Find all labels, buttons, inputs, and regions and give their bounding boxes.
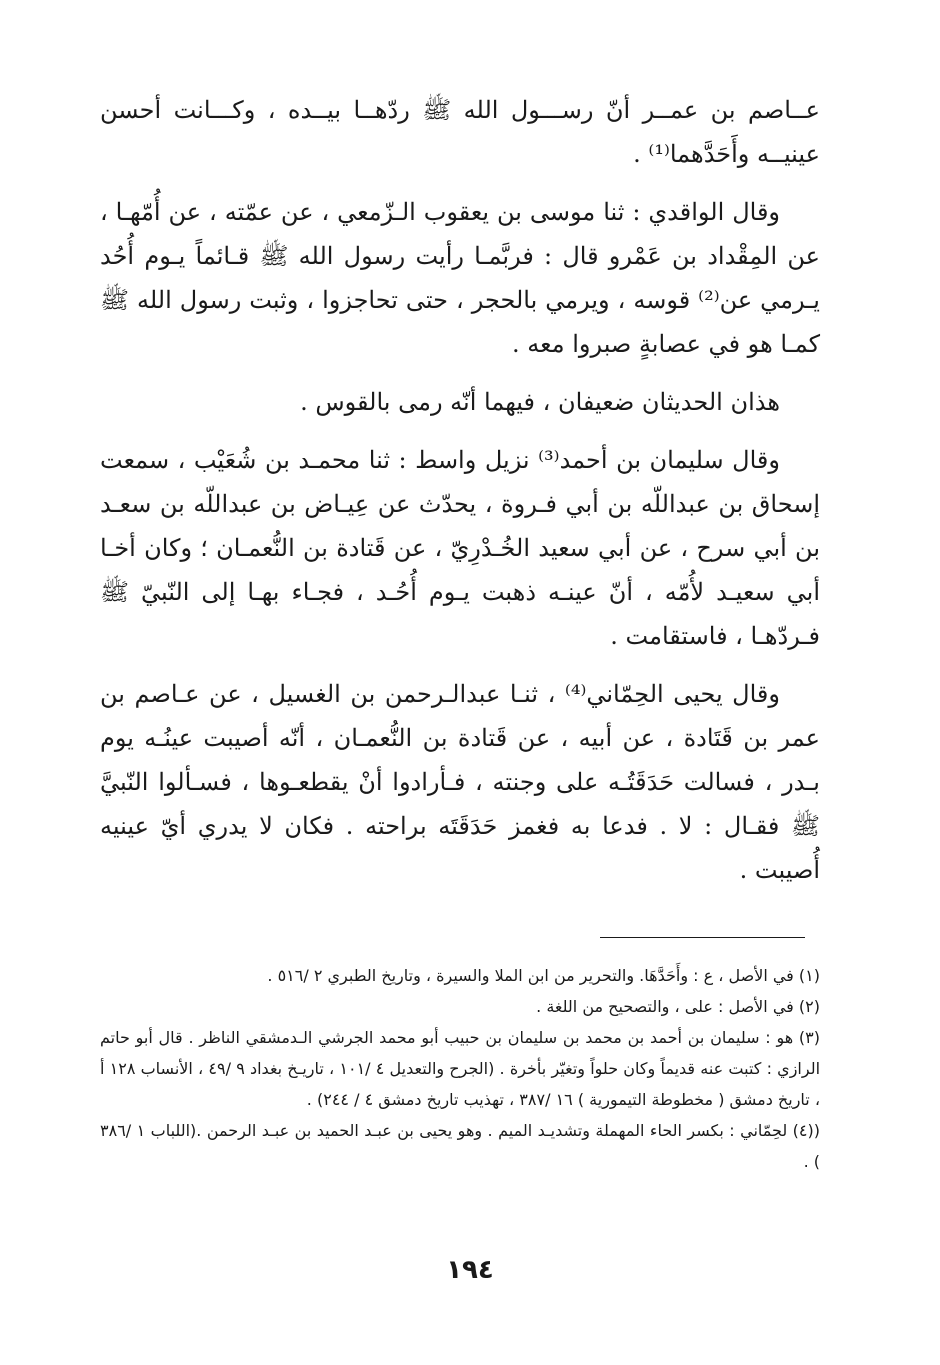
- footnote-2: (٢) في الأصل : على ، والتصحيح من اللغة .: [536, 997, 820, 1016]
- main-text: [100, 88, 820, 892]
- footnote-1: (١) في الأصل ، ع : وأَحَدَّهَا. والتحرير من ابن الملا والسيرة ، وتاريخ الطبري ٢ /٥١٦ .: [267, 966, 820, 985]
- paragraph-continuation: عــاصم بن عمــر أنّ رســـول الله ﷺ ردّهــا بيــده ، وكـــانت أحسن عينيــه وأَحَدَّهما⁽¹⁾ .: [100, 96, 820, 168]
- paragraph-comment: هذان الحديثان ضعيفان ، فيهما أنّه رمى بالقوس .: [300, 388, 780, 416]
- footnote-3: (٣) هو : سليمان بن أحمد بن محمد بن سليمان بن حبيب أبو محمد الجرشي الـدمشقي الناظر . قال أبو حاتم الرازي : كتبت عنه قديماً وكان حلواً وتغيّر بأخرة . (الجرح والتعديل ٤ /١٠١ ، تاريـخ بغداد ٩ /٤٩ ، الأنساب ١٢٨ أ ، تاريخ دمشق ( مخطوطة التيمورية ) ١٦ /٣٨٧ ، تهذيب تاريخ دمشق ٤ / ٢٤٤) .: [100, 1028, 821, 1109]
- footnote-separator: [600, 937, 805, 938]
- footnotes: [100, 960, 820, 1177]
- paragraph-himmani: وقال يحيى الحِمّاني⁽⁴⁾ ، ثنـا عبدالـرحمن بن الغسيل ، عن عـاصم بن عمر بن قَتَادة ، عن أبيه ، عن قَتادة بن النُّعمـان ، أنّه أصيبت عينُـه يوم بـدر ، فسالت حَدَقَتُـه على وجنته ، فـأرادوا أنْ يقطعـوها ، فسـألوا النّبيَّ ﷺ فقـال : لا . فدعا به فغمز حَدَقَتَه براحته . فكان لا يدري أيّ عينيه أُصيبت .: [100, 680, 820, 884]
- paragraph-sulayman: وقال سليمان بن أحمد⁽³⁾ نزيل واسط : ثنا محمـد بن شُعَيْب ، سمعت إسحاق بن عبداللّه بن أبي فـروة ، يحدّث عن عِيـاض بن عبداللّه بن سعـد بن أبي سرح ، عن أبي سعيد الخُـدْرِيّ ، عن قَتادة بن النُّعمـان ؛ وكان أخـا أبي سعيـد لأُمّه ، أنّ عينـه ذهبت يـوم أُحُـد ، فجـاء بهـا إلى النّبيّ ﷺ فـردّهـا ، فاستقامت .: [100, 446, 820, 650]
- footnote-4: ((٤) لحِمّاني : بكسر الحاء المهملة وتشديـد الميم . وهو يحيى بن عبـد الحميد بن عبـد الرحمن .(اللباب ١ /٣٨٦ ) .: [100, 1121, 820, 1171]
- page-number: ١٩٤: [446, 1255, 494, 1285]
- paragraph-waqidi: وقال الواقدي : ثنا موسى بن يعقوب الـزّمعي ، عن عمّته ، عن أُمّهـا ، عن المِقْداد بن عَمْرو قال : فربَّمـا رأيت رسول الله ﷺ قـائماً يـوم أُحُد يـرمي عن⁽²⁾ قوسه ، ويرمي بالحجر ، حتى تحاجزوا ، وثبت رسول الله ﷺ كمـا هو في عصابةٍ صبروا معه .: [100, 198, 820, 358]
